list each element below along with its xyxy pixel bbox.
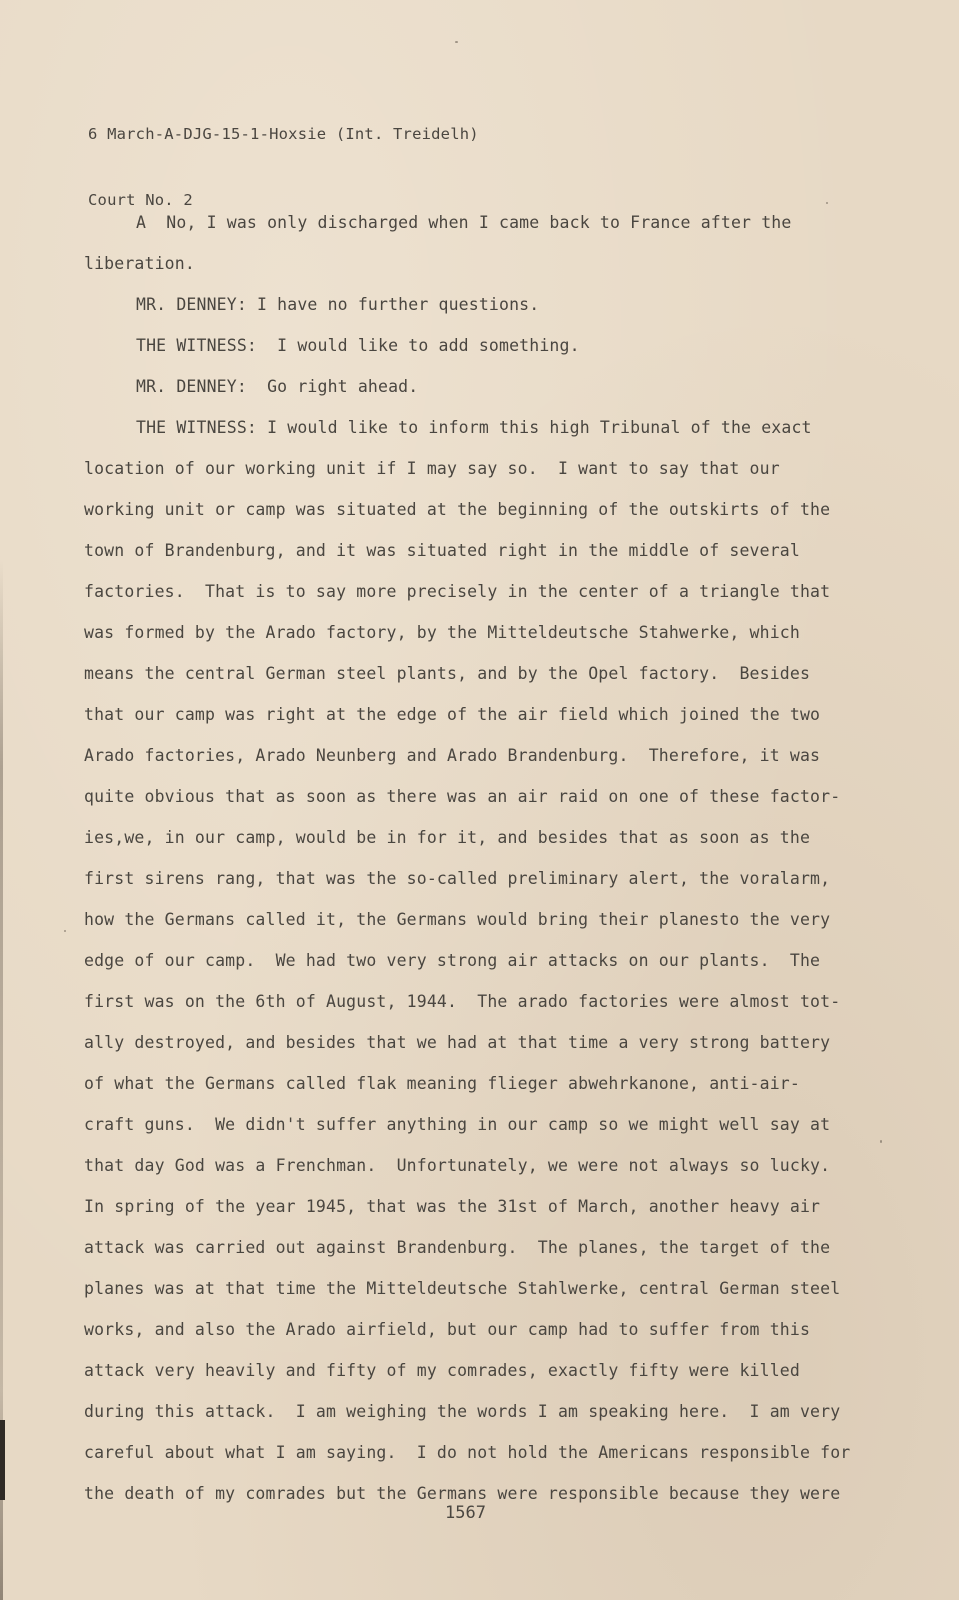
transcript-line: craft guns. We didn't suffer anything in our camp so we might well say at bbox=[84, 1115, 831, 1134]
header-line-1: 6 March-A-DJG-15-1-Hoxsie (Int. Treidelh) bbox=[88, 125, 479, 143]
transcript-line: of what the Germans called flak meaning flieger abwehrkanone, anti-air- bbox=[84, 1074, 800, 1093]
transcript-line: works, and also the Arado airfield, but our camp had to suffer from this bbox=[84, 1320, 811, 1339]
paper-speck bbox=[880, 1140, 882, 1143]
transcript-line: quite obvious that as soon as there was an air raid on one of these factor- bbox=[84, 787, 841, 806]
transcript-line: first was on the 6th of August, 1944. The arado factories were almost tot- bbox=[84, 992, 841, 1011]
transcript-line: A No, I was only discharged when I came back to France after the bbox=[136, 213, 792, 232]
paper-speck bbox=[455, 41, 458, 43]
paper-speck bbox=[64, 930, 66, 932]
transcript-line: THE WITNESS: I would like to add something. bbox=[136, 336, 580, 355]
transcript-line: liberation. bbox=[84, 254, 195, 273]
paper-speck bbox=[826, 202, 828, 204]
page-edge-mark bbox=[0, 1420, 5, 1500]
transcript-line: THE WITNESS: I would like to inform this high Tribunal of the exact bbox=[136, 418, 812, 437]
transcript-line: that day God was a Frenchman. Unfortunately, we were not always so lucky. bbox=[84, 1156, 831, 1175]
transcript-body bbox=[84, 202, 874, 1514]
transcript-line: factories. That is to say more precisely in the center of a triangle that bbox=[84, 582, 831, 601]
transcript-line: working unit or camp was situated at the beginning of the outskirts of the bbox=[84, 500, 831, 519]
transcript-line: first sirens rang, that was the so-called preliminary alert, the voralarm, bbox=[84, 869, 831, 888]
transcript-line: In spring of the year 1945, that was the 31st of March, another heavy air bbox=[84, 1197, 821, 1216]
transcript-line: during this attack. I am weighing the words I am speaking here. I am very bbox=[84, 1402, 841, 1421]
transcript-line: edge of our camp. We had two very strong air attacks on our plants. The bbox=[84, 951, 821, 970]
transcript-line: ally destroyed, and besides that we had at that time a very strong battery bbox=[84, 1033, 831, 1052]
transcript-line: town of Brandenburg, and it was situated right in the middle of several bbox=[84, 541, 800, 560]
transcript-line: attack was carried out against Brandenburg. The planes, the target of the bbox=[84, 1238, 831, 1257]
transcript-line: attack very heavily and fifty of my comrades, exactly fifty were killed bbox=[84, 1361, 800, 1380]
transcript-line: ies,we, in our camp, would be in for it, and besides that as soon as the bbox=[84, 828, 811, 847]
transcript-line: was formed by the Arado factory, by the Mitteldeutsche Stahwerke, which bbox=[84, 623, 800, 642]
transcript-line: that our camp was right at the edge of the air field which joined the two bbox=[84, 705, 821, 724]
transcript-line: careful about what I am saying. I do not hold the Americans responsible for bbox=[84, 1443, 851, 1462]
transcript-line: location of our working unit if I may say so. I want to say that our bbox=[84, 459, 780, 478]
transcript-line: planes was at that time the Mitteldeutsche Stahlwerke, central German steel bbox=[84, 1279, 841, 1298]
transcript-line: MR. DENNEY: I have no further questions. bbox=[136, 295, 540, 314]
page-number: 1567 bbox=[445, 1503, 486, 1523]
transcript-line: how the Germans called it, the Germans would bring their planesto the very bbox=[84, 910, 831, 929]
transcript-line: Arado factories, Arado Neunberg and Arado Brandenburg. Therefore, it was bbox=[84, 746, 821, 765]
transcript-line: MR. DENNEY: Go right ahead. bbox=[136, 377, 419, 396]
header-line-2: Court No. 2 bbox=[88, 191, 193, 209]
transcript-line: the death of my comrades but the Germans were responsible because they were bbox=[84, 1484, 841, 1503]
transcript-line: means the central German steel plants, and by the Opel factory. Besides bbox=[84, 664, 811, 683]
